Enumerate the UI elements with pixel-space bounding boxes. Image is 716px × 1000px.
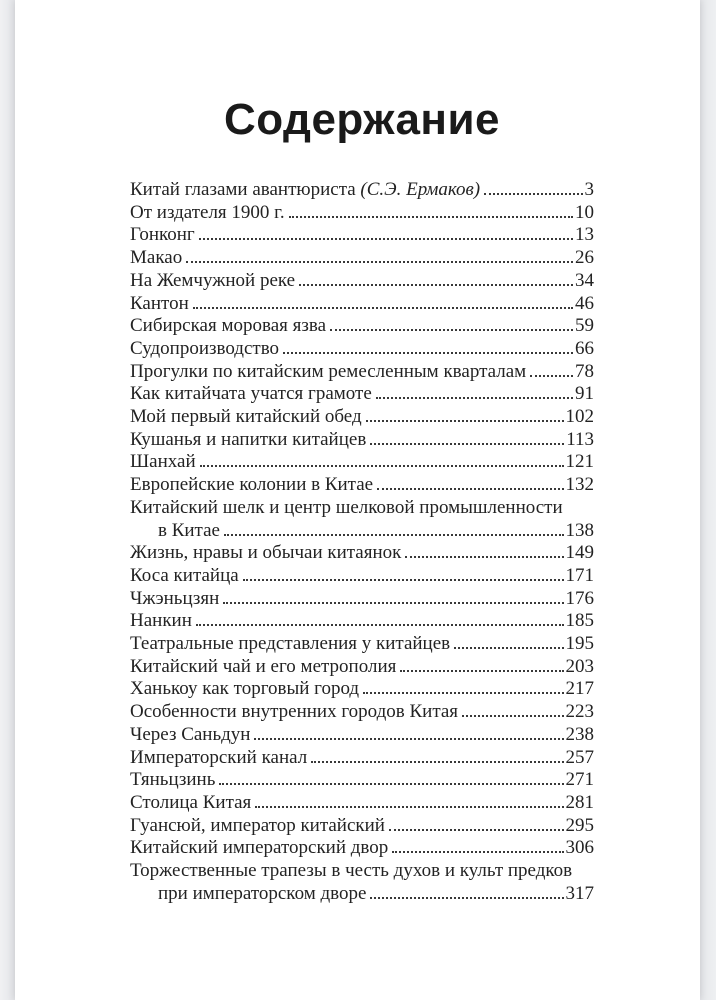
toc-entry	[130, 678, 594, 701]
book-page	[15, 0, 700, 1000]
toc-entry-title: Ханькоу как торговый город	[130, 678, 360, 700]
toc-entry-title: при императорском дворе	[158, 882, 367, 904]
toc-entry	[130, 361, 594, 384]
toc-entry-title-text: Китай глазами авантюриста	[130, 179, 361, 200]
toc-entry-title: Особенности внутренних городов Китая	[130, 701, 459, 723]
toc-entry-title: Шанхай	[130, 451, 196, 473]
toc-entry-page: 10	[575, 201, 594, 223]
toc-entry-title: Театральные представления у китайцев	[130, 633, 451, 655]
toc-entry-title-italic: (С.Э. Ермаков)	[360, 179, 481, 200]
toc-leader-dots	[392, 851, 563, 853]
toc-entry-page: 271	[565, 769, 594, 791]
toc-entry-page: 34	[575, 269, 594, 291]
toc-leader-dots	[377, 488, 563, 490]
toc-title: Содержание	[223, 95, 501, 144]
toc-leader-dots	[389, 829, 564, 831]
toc-entry-page: 138	[565, 519, 594, 541]
toc-entry	[130, 406, 594, 429]
toc-entry-title: Китайский императорский двор	[130, 837, 389, 859]
toc-entry-page: 66	[575, 337, 594, 359]
toc-entry-title: Коса китайца	[130, 564, 239, 586]
toc-entry-page: 281	[565, 791, 594, 813]
toc-entry	[130, 224, 594, 247]
toc-entry-title: Макао	[130, 247, 183, 269]
toc-entry	[130, 633, 594, 656]
toc-entry-page: 3	[584, 179, 594, 200]
toc-entry-title: Жизнь, нравы и обычаи китаянок	[130, 542, 402, 564]
toc-entry	[130, 270, 594, 293]
toc-entry-page: 46	[575, 292, 594, 314]
toc-leader-dots	[462, 715, 563, 717]
toc-entry-page: 317	[565, 882, 594, 904]
toc-entry-page: 132	[565, 474, 594, 496]
toc-entry	[130, 883, 594, 906]
toc-entry	[130, 747, 594, 770]
toc-leader-dots	[224, 534, 564, 536]
toc-entry-page: 26	[575, 247, 594, 269]
toc-leader-dots	[330, 329, 573, 331]
toc-entry	[130, 247, 594, 270]
toc-leader-dots	[196, 624, 564, 626]
toc-content	[130, 0, 594, 906]
toc-leader-dots	[219, 783, 563, 785]
toc-entry-title: Гуансюй, император китайский	[130, 814, 385, 836]
toc-list	[130, 179, 594, 906]
toc-entry	[130, 769, 594, 792]
toc-leader-dots	[405, 556, 563, 558]
toc-entry	[130, 701, 594, 724]
toc-entry	[130, 520, 594, 543]
toc-entry-title: Гонконг	[130, 224, 195, 246]
toc-entry-page: 295	[565, 814, 594, 836]
toc-leader-dots	[186, 261, 573, 263]
toc-entry-title: Как китайчата учатся грамоте	[130, 383, 372, 405]
toc-entry-page: 238	[565, 723, 594, 745]
toc-entry-page: 171	[565, 564, 594, 586]
toc-entry	[130, 542, 594, 565]
toc-leader-dots	[199, 238, 573, 240]
toc-entry	[130, 610, 594, 633]
toc-entry-title: Мой первый китайский обед	[130, 406, 362, 428]
toc-entry	[130, 451, 594, 474]
toc-entry	[130, 497, 594, 520]
toc-leader-dots	[366, 420, 564, 422]
toc-entry	[130, 860, 594, 883]
toc-entry-title: Чжэньцзян	[130, 587, 220, 609]
toc-entry	[130, 792, 594, 815]
toc-entry-page: 91	[575, 383, 594, 405]
toc-entry-title: Китайский шелк и центр шелковой промышленности	[130, 496, 563, 518]
toc-entry	[130, 202, 594, 225]
toc-leader-dots	[254, 738, 563, 740]
toc-entry	[130, 474, 594, 497]
toc-entry-title: Китайский чай и его метрополия	[130, 655, 397, 677]
toc-entry-title: Европейские колонии в Китае	[130, 474, 374, 496]
toc-entry-title	[130, 179, 480, 202]
toc-leader-dots	[311, 761, 563, 763]
toc-entry-page: 59	[575, 315, 594, 337]
toc-entry-page: 113	[566, 428, 594, 450]
toc-entry	[130, 179, 594, 202]
toc-entry-page: 121	[565, 451, 594, 473]
toc-entry-page: 13	[575, 224, 594, 246]
toc-entry-title: На Жемчужной реке	[130, 269, 296, 291]
toc-entry	[130, 837, 594, 860]
toc-entry-page: 78	[575, 360, 594, 382]
toc-entry	[130, 383, 594, 406]
toc-entry-title: Кушанья и напитки китайцев	[130, 428, 367, 450]
toc-leader-dots	[530, 375, 573, 377]
toc-entry-title: Кантон	[130, 292, 189, 314]
toc-entry	[130, 565, 594, 588]
toc-leader-dots	[370, 897, 563, 899]
toc-leader-dots	[484, 193, 582, 195]
toc-entry-page: 217	[565, 678, 594, 700]
toc-entry	[130, 338, 594, 361]
toc-entry	[130, 429, 594, 452]
toc-leader-dots	[400, 670, 563, 672]
toc-entry	[130, 588, 594, 611]
toc-entry-title: Нанкин	[130, 610, 192, 632]
toc-entry-title: Прогулки по китайским ремесленным кварталам	[130, 360, 527, 382]
toc-entry-title: Сибирская моровая язва	[130, 315, 327, 337]
toc-leader-dots	[243, 579, 564, 581]
toc-leader-dots	[289, 216, 573, 218]
toc-entry-title: Судопроизводство	[130, 337, 280, 359]
toc-entry-title: От издателя 1900 г.	[130, 201, 285, 223]
toc-leader-dots	[255, 806, 563, 808]
toc-entry-title: Через Саньдун	[130, 723, 251, 745]
toc-entry	[130, 293, 594, 316]
toc-entry-title: в Китае	[158, 519, 220, 541]
toc-entry-title: Торжественные трапезы в честь духов и культ предков	[130, 860, 573, 882]
toc-leader-dots	[283, 352, 573, 354]
toc-entry	[130, 656, 594, 679]
toc-entry-page: 306	[565, 837, 594, 859]
toc-entry-page: 257	[565, 746, 594, 768]
toc-entry	[130, 724, 594, 747]
toc-entry-page: 195	[565, 633, 594, 655]
toc-entry-page: 176	[565, 587, 594, 609]
toc-entry-title: Императорский канал	[130, 746, 308, 768]
toc-leader-dots	[299, 284, 573, 286]
toc-entry	[130, 815, 594, 838]
toc-entry-page: 102	[565, 406, 594, 428]
toc-leader-dots	[223, 602, 563, 604]
toc-entry-page: 149	[565, 542, 594, 564]
toc-leader-dots	[363, 692, 563, 694]
toc-entry-page: 185	[565, 610, 594, 632]
toc-leader-dots	[370, 443, 564, 445]
toc-entry-page: 223	[565, 701, 594, 723]
toc-leader-dots	[454, 647, 563, 649]
toc-leader-dots	[200, 465, 564, 467]
toc-entry-page: 203	[565, 655, 594, 677]
toc-entry-title: Тяньцзинь	[130, 769, 216, 791]
toc-entry-title: Столица Китая	[130, 791, 252, 813]
toc-entry	[130, 315, 594, 338]
toc-leader-dots	[376, 397, 573, 399]
toc-leader-dots	[193, 307, 573, 309]
